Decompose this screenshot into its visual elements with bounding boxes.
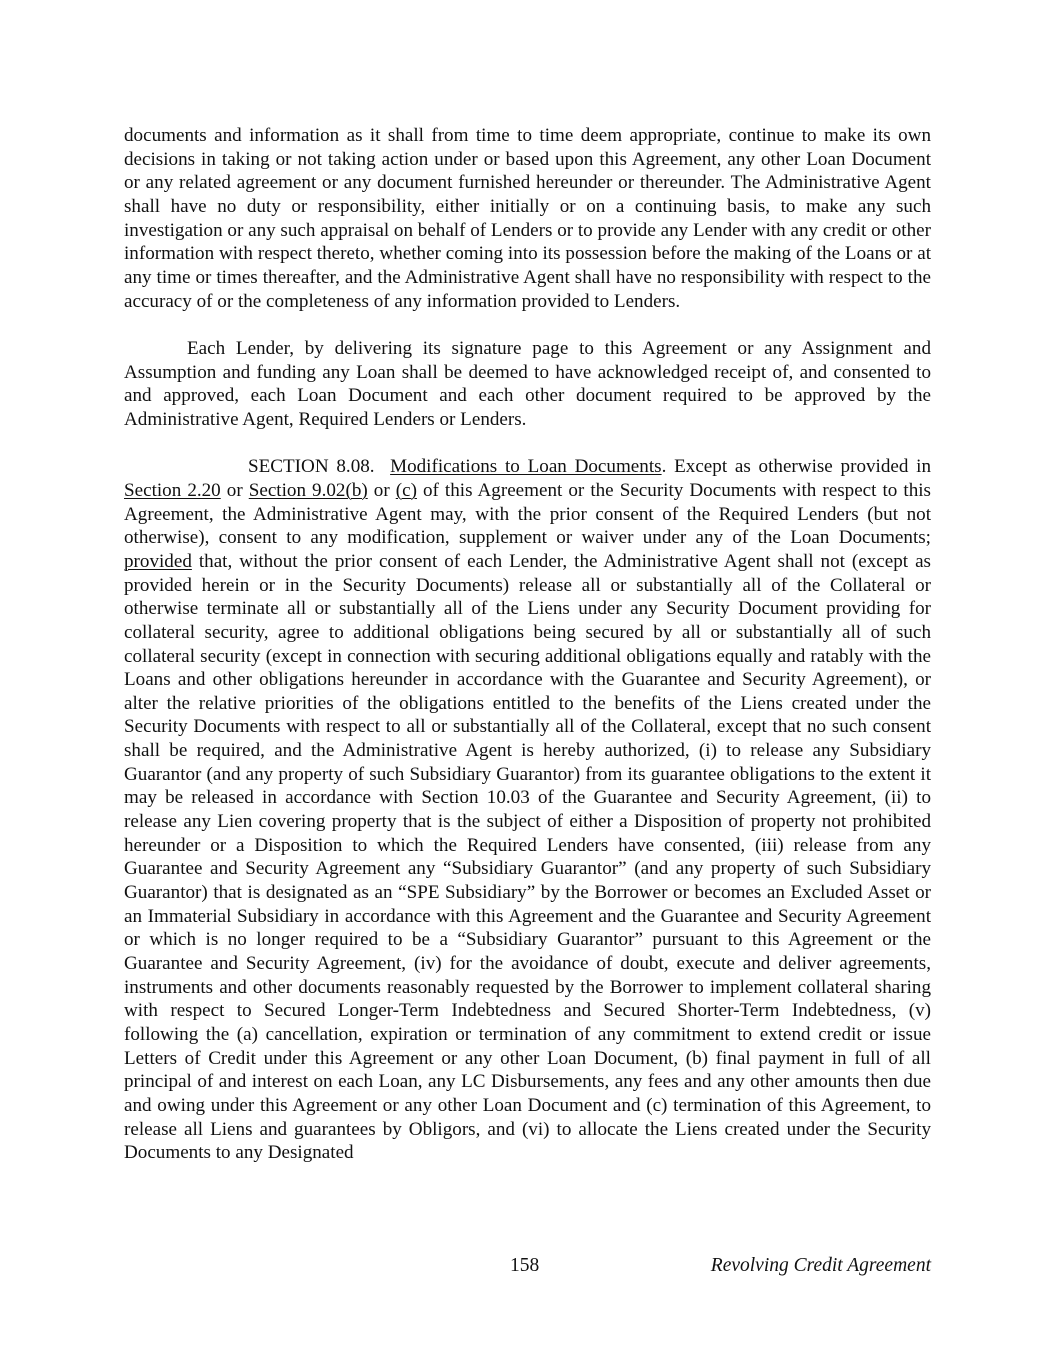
page-number: 158 bbox=[510, 1255, 540, 1276]
section-number: SECTION 8.08. bbox=[248, 456, 375, 478]
section-text: . Except as otherwise provided in bbox=[661, 456, 932, 478]
cross-reference-section-9-02b: Section 9.02(b) bbox=[248, 479, 368, 501]
section-text: or bbox=[220, 479, 249, 501]
section-text: or bbox=[367, 479, 396, 501]
section-heading: Modifications to Loan Documents bbox=[390, 456, 662, 478]
cross-reference-section-2-20: Section 2.20 bbox=[124, 479, 221, 501]
section-text: that, without the prior consent of each Lender, the Administrative Agent shall not (except as provided herein or in the Security Documents) release all or substantially all of the Collateral or otherwise terminate all or substantially all of the Liens under any Security Document providing for collateral security, agree to additional obligations being secured by all or substantially all of such collateral security (except in connection with securing additional obligations equally and ratably with the Loans and other obligations hereunder in accordance with the Guarantee and Security Agreement), or alter the relative priorities of the obligations entitled to the benefits of the Liens created under the Security Documents with respect to all or substantially all of the Collateral, except that no such consent shall be required, and the Administrative Agent is hereby authorized, (i) to release any Subsidiary Guarantor (and any property of such Subsidiary Guarantor) from its guarantee obligations to the extent it may be released in accordance with Section 10.03 of the Guarantee and Security Agreement, (ii) to release any Lien covering property that is the subject of either a Disposition of property not prohibited hereunder or a Disposition to which the Required Lenders have consented, (iii) release from any Guarantee and Security Agreement any “Subsidiary Guarantor” (and any property of such Subsidiary Guarantor) that is designated as an “SPE Subsidiary” by the Borrower or becomes an Excluded Asset or an Immaterial Subsidiary in accordance with this Agreement and the Guarantee and Security Agreement or which is no longer required to be a “Subsidiary Guarantor” pursuant to this Agreement or the Guarantee and Security Agreement, (iv) for the avoidance of doubt, execute and deliver agreements, instruments and other documents reasonably requested by the Borrower to implement collateral sharing with respect to Secured Longer-Term Indebtedness and Secured Shorter-Term Indebtedness, (v) following the (a) cancellation, expiration or termination of any commitment to extend credit or issue Letters of Credit under this Agreement or any other Loan Document, (b) final payment in full of all principal of and interest on each Loan, any LC Disbursements, any fees and any other amounts then due and owing under this Agreement or any other Loan Document and (c) termination of this Agreement, to release all Liens and guarantees by Obligors, and (vi) to allocate the Liens created under the Security Documents to any Designated bbox=[124, 550, 931, 1164]
paragraph-spacer bbox=[124, 432, 931, 456]
paragraph-continued: documents and information as it shall from time to time deem appropriate, continue to make its own decisions in taking or not taking action under or based upon this Agreement, any other Loan Document or any related agreement or any document furnished hereunder or thereunder. The Administrative Agent shall have no duty or responsibility, either initially or on a continuing basis, to make any such investigation or any such appraisal on behalf of Lenders or to provide any Lender with any credit or other information with respect thereto, whether coming into its possession before the making of the Loans or at any time or times thereafter, and the Administrative Agent shall have no responsibility with respect to the accuracy of or the completeness of any information provided to Lenders. bbox=[124, 125, 931, 312]
provided-term: provided bbox=[124, 550, 192, 572]
page-footer bbox=[0, 1255, 1055, 1281]
document-page bbox=[124, 124, 931, 1165]
cross-reference-c: (c) bbox=[395, 479, 417, 501]
paragraph-lender-acknowledgement: Each Lender, by delivering its signature page to this Agreement or any Assignment and Assumption and funding any Loan shall be deemed to have acknowledged receipt of, and consented to and approved, each Loan Document and each other document required to be approved by the Administrative Agent, Required Lenders or Lenders. bbox=[124, 337, 931, 430]
document-title: Revolving Credit Agreement bbox=[710, 1255, 931, 1276]
section-8-08 bbox=[124, 455, 931, 1165]
paragraph-spacer bbox=[124, 313, 931, 337]
section-text: of this Agreement or the Security Documents with respect to this Agreement, the Administrative Agent may, with the prior consent of the Required Lenders (but not otherwise), consent to any modification, supplement or waiver under any of the Loan Documents; bbox=[124, 479, 931, 549]
